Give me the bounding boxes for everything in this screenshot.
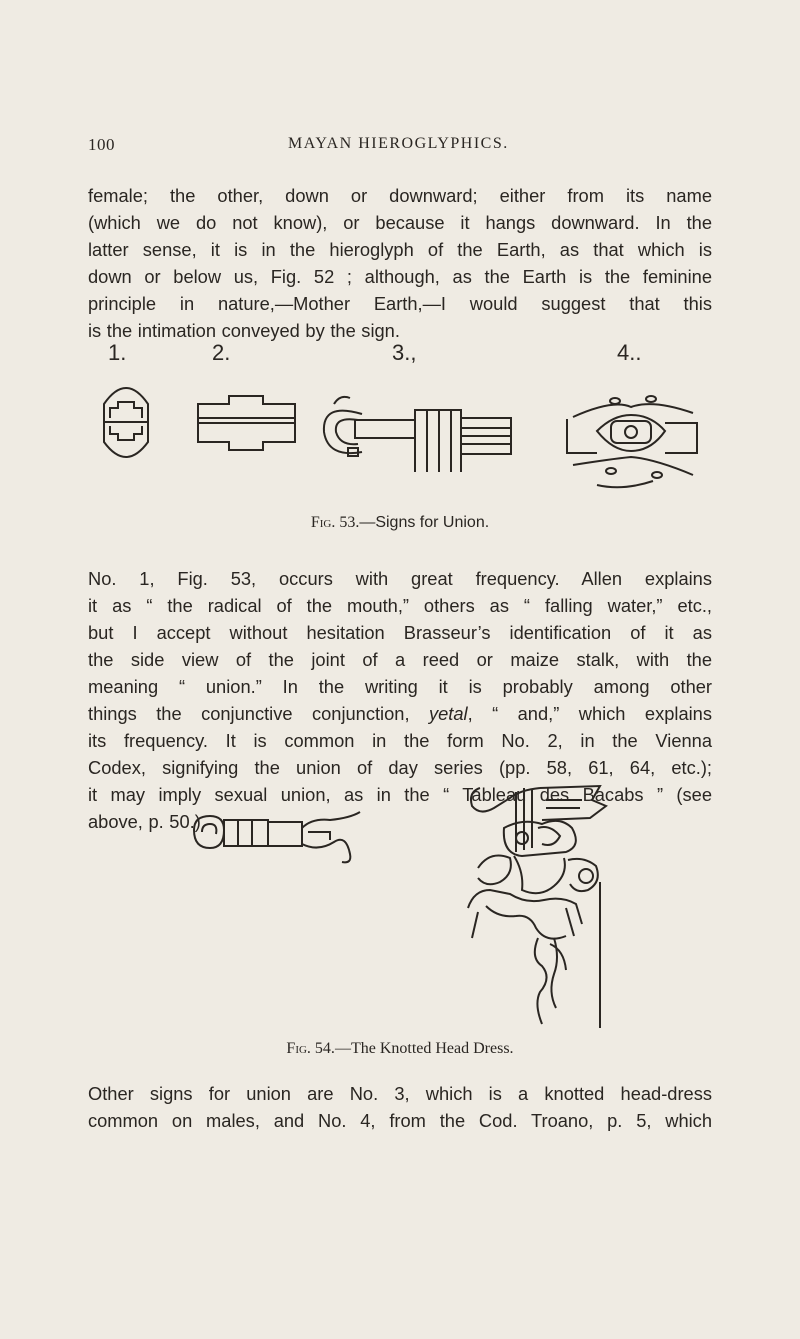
- text-line: it as “ the radical of the mouth,” others as “ falling water,” etc.,: [88, 595, 712, 616]
- figure-label: Fig. 54.: [286, 1040, 335, 1057]
- text-line: above, p. 50.): [88, 811, 201, 832]
- text-line: [88, 700, 712, 727]
- figure-number-4: 4..: [617, 340, 642, 365]
- figure-54-caption: [0, 1040, 800, 1058]
- figure-number-1: 1.: [108, 340, 127, 365]
- text-line: down or below us, Fig. 52 ; although, as the Earth is the feminine: [88, 266, 712, 287]
- text-line: is the intimation conveyed by the sign.: [88, 320, 400, 341]
- figure-number-3: 3.,: [392, 340, 417, 365]
- page-number: 100: [88, 135, 115, 154]
- text-line: No. 1, Fig. 53, occurs with great frequency. Allen explains: [88, 568, 712, 589]
- text-line: its frequency. It is common in the form No. 2, in the Vienna: [88, 730, 712, 751]
- text-line: it may imply sexual union, as in the “ Tableau des Bacabs ” (see: [88, 784, 712, 805]
- figure-label: Fig. 53.: [310, 514, 360, 531]
- knotted-band-glyph: [190, 808, 370, 870]
- knotted-head-dress-glyph: [450, 778, 620, 1028]
- caption-text: —Signs for Union.: [359, 514, 490, 531]
- caption-text: —The Knotted Head Dress.: [334, 1040, 514, 1057]
- page-header: [88, 135, 713, 161]
- union-sign-2-glyph: [193, 392, 303, 454]
- text-line: latter sense, it is in the hieroglyph of the Earth, as that which is: [88, 239, 712, 260]
- union-sign-1-glyph: [100, 380, 152, 464]
- running-title: MAYAN HIEROGLYPHICS.: [288, 135, 509, 152]
- text-line: common on males, and No. 4, from the Cod. Troano, p. 5, which: [88, 1110, 712, 1131]
- text-line: (which we do not know), or because it hangs downward. In the: [88, 212, 712, 233]
- text-line: but I accept without hesitation Brasseur’s identification of it as: [88, 622, 712, 643]
- text-line: Codex, signifying the union of day series (pp. 58, 61, 64, etc.);: [88, 757, 712, 778]
- text-run: , “ and,” which explains: [467, 703, 712, 724]
- figure-number-2: 2.: [212, 340, 231, 365]
- text-line: the side view of the joint of a reed or maize stalk, with the: [88, 649, 712, 670]
- text-line: principle in nature,—Mother Earth,—I would suggest that this: [88, 293, 712, 314]
- text-line: meaning “ union.” In the writing it is probably among other: [88, 676, 712, 697]
- union-sign-4-glyph: [553, 385, 708, 500]
- text-line: female; the other, down or downward; either from its name: [88, 185, 712, 206]
- figure-53-caption: [0, 514, 800, 532]
- text-run: things the conjunctive conjunction,: [88, 703, 429, 724]
- union-sign-3-glyph: [310, 392, 515, 472]
- text-line: Other signs for union are No. 3, which is a knotted head-dress: [88, 1083, 712, 1104]
- paragraph-1: [88, 182, 712, 344]
- paragraph-3: [88, 1080, 712, 1134]
- italic-word: yetal: [428, 703, 468, 724]
